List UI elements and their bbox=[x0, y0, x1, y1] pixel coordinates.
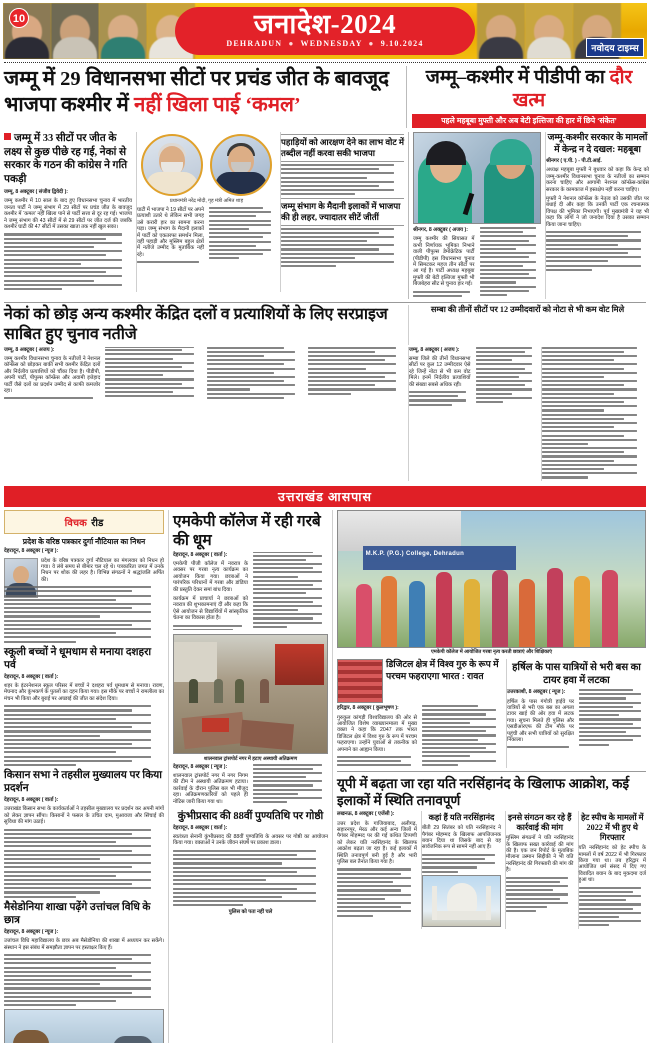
digital-dateline-text: हरिद्वार, 8 अक्टूबर ( कुलभूषण ): bbox=[337, 705, 399, 712]
second-para: जम्मू कश्मीर विधानसभा चुनाव के नतीजों ने नेशनल कॉन्फ्रेंस को छोड़कर बाकी सभी कश्मीर केंद्रित दलों और निर्दलीय प्रत्याशियों को चौंका दिया है। पीडीपी, अपनी पार्टी, पीपुल्स कॉन्फ्रेंस और अवामी इत्तेहाद पार्टी जैसे दलों का प्रदर्शन उम्मीद से काफी कमजोर रहा। bbox=[4, 356, 101, 395]
lead-col-1-body bbox=[4, 189, 132, 290]
second-dateline bbox=[4, 347, 100, 353]
digital-dateline bbox=[337, 705, 417, 711]
yati-col4-body bbox=[579, 845, 647, 926]
uk-story-3-dateline bbox=[4, 929, 164, 935]
masthead-title-box bbox=[175, 7, 475, 55]
uk-story-3-dateline-text: देहरादून, 8 अक्टूबर ( न्यूज ): bbox=[4, 928, 59, 935]
bus-body bbox=[507, 689, 646, 749]
masthead-dot-1: ● bbox=[288, 39, 295, 48]
uk-story-1-dateline bbox=[4, 674, 164, 680]
digital-and-bus-row bbox=[337, 659, 646, 768]
yati-col-4 bbox=[578, 811, 647, 928]
garba-para-2: कार्यक्रम में प्राचार्या ने छात्राओं को नवरात्र की शुभकामनाएं दीं और कहा कि ऐसे आयोजन से विद्यार्थियों में सांस्कृतिक चेतना का विकास होता है। bbox=[173, 596, 248, 622]
mehbooba-sidebar bbox=[545, 132, 649, 299]
lower-col-3 bbox=[332, 510, 646, 1043]
publication-logo: नवोदय टाइम्स bbox=[586, 38, 644, 57]
bus-dateline bbox=[507, 689, 574, 695]
pdp-body bbox=[413, 227, 541, 299]
photo-digital-event bbox=[337, 659, 383, 703]
yati-col-2 bbox=[421, 811, 501, 928]
second-story-columns bbox=[4, 347, 646, 481]
nota-dateline bbox=[409, 347, 471, 353]
yati-col-1 bbox=[337, 811, 417, 928]
yati-columns bbox=[337, 811, 646, 928]
garba-dateline bbox=[173, 552, 248, 558]
vichar-filler bbox=[4, 586, 164, 643]
garba-dateline-text: देहरादून, 8 अक्टूबर ( वार्ता ): bbox=[173, 551, 228, 558]
yati-filler-1 bbox=[337, 868, 417, 916]
masthead-city: DEHRADUN bbox=[226, 39, 283, 48]
garba-photo-caption: एमकेपी कॉलेज में आयोजित गरबा नृत्य करती छात्राएं और शिक्षिकाएं bbox=[430, 649, 553, 656]
lead-col-3-body-a bbox=[281, 164, 404, 195]
yati-para-1: उत्तर प्रदेश के गाजियाबाद, अलीगढ़, सहारनपुर, मेरठ और कई अन्य जिलों में पैगंबर मोहम्मद पर की गई कथित टिप्पणी को लेकर यति नरसिंहानंद के खिलाफ आक्रोश बढ़ता जा रहा है। कई इलाकों में स्थिति तनावपूर्ण बनी हुई है और भारी पुलिस बल तैनात किया गया है। bbox=[337, 820, 417, 866]
lead-col-3-filler-a bbox=[281, 164, 404, 195]
garba-headline: एमकेपी कॉलेज में रही गरबे की धूम bbox=[173, 512, 321, 549]
pdp-dateline bbox=[413, 227, 475, 233]
nota-dateline-text: जम्मू, 8 अक्टूबर ( अजय ): bbox=[409, 346, 460, 353]
uk-story-1-filler bbox=[4, 705, 164, 766]
uk-story-2-dateline bbox=[4, 797, 164, 803]
nota-body bbox=[409, 347, 537, 481]
lead-col-3-filler-b bbox=[281, 228, 404, 268]
uk-story-3-filler bbox=[4, 954, 164, 1006]
lead-headline-block bbox=[4, 66, 402, 128]
yati-filler-4 bbox=[579, 887, 647, 927]
vichar-headline: प्रदेश के वरिष्ठ पत्रकार दुर्गा नौटियाल का निधन bbox=[22, 536, 146, 546]
photo-iltija-mehbooba bbox=[413, 132, 541, 224]
uk-story-2-filler bbox=[4, 829, 164, 898]
masthead-dateline bbox=[175, 39, 475, 48]
lead-col-1-filler bbox=[4, 233, 132, 290]
lead-headline-red: नहीं खिला पाई ‘कमल’ bbox=[133, 94, 301, 116]
masthead-left-photos bbox=[3, 3, 203, 59]
lead-bullet-text: जम्मू में 33 सीटों पर जीत के लक्ष्य से कुछ पीछे रह गई, नेकां से सरकार के गठन की कांग्रेस ने गति पकड़ी bbox=[4, 133, 128, 185]
mehbooba-dateline-text: श्रीनगर ( ए.पी. ) - पी.टी.आई. bbox=[546, 158, 602, 164]
portraits-caption: प्रधानमंत्री नरेंद्र मोदी, गृह मंत्री अमित शाह bbox=[169, 198, 244, 204]
lead-col-1 bbox=[4, 132, 132, 292]
lead-col-2 bbox=[136, 132, 276, 292]
pdp-kicker: पहले महबूबा मुफ्ती और अब बेटी इल्तिजा की हार में छिपे ‘संकेत’ bbox=[412, 114, 646, 128]
vichar-dateline-text: देहरादून, 8 अक्टूबर ( न्यूज ): bbox=[4, 548, 59, 555]
yati-sub-para: बीती 29 सितंबर को यति नरसिंहानंद ने पैगंबर मोहम्मद के खिलाफ आपत्तिजनक बयान दिया था जिसके बाद से वह सार्वजनिक रूप से सामने नहीं आए हैं। bbox=[422, 825, 501, 851]
uk-story-1-headline: स्कूली बच्चों ने धूमधाम से मनाया दशहरा पर्व bbox=[4, 646, 152, 671]
pdp-story-area bbox=[408, 132, 649, 299]
encroachment-dateline-text: देहरादून, 8 अक्टूबर ( न्यूज ): bbox=[173, 763, 228, 770]
vichar-dateline bbox=[4, 548, 164, 554]
second-headline-row bbox=[4, 302, 646, 345]
lead-para-2: घाटी में भाजपा ने 19 सीटों पर अपने प्रत्याशी उतारे थे लेकिन सभी जगह उसे करारी हार का सामना करना पड़ा। जम्मू संभाग के मैदानी इलाकों में पार्टी को एकतरफा समर्थन मिला, वहीं पहाड़ी और मुस्लिम बहुल क्षेत्रों में नतीजे उम्मीद के मुताबिक नहीं रहे। bbox=[137, 207, 205, 258]
garba-para-1: एमकेपी पीजी कॉलेज में नवरात्र के अवसर पर गरबा नृत्य कार्यक्रम का आयोजन किया गया। छात्राओं ने पारंपरिक परिधानों में गरबा और डांडिया की प्रस्तुति देकर समां बांध दिया। bbox=[173, 561, 248, 593]
nota-headline: सम्बा की तीनों सीटों पर 12 उम्मीदवारों को नोटा से भी कम वोट मिले bbox=[430, 304, 625, 314]
leader-portraits bbox=[137, 132, 276, 196]
newspaper-page bbox=[0, 3, 650, 1043]
lead-col-3-body-b bbox=[281, 228, 404, 268]
uk-story-2-body bbox=[4, 797, 164, 898]
yati-filler-3 bbox=[506, 877, 574, 913]
bus-story-block bbox=[506, 659, 646, 768]
uk-story-3-headline: मैसेडोनिया शाखा पढ़ेंगे उत्तांचल विधि के छात्र bbox=[4, 901, 151, 926]
yati-headline: यूपी में बढ़ता जा रहा यति नरसिंहानंद के खिलाफ आक्रोश, कई इलाकों में स्थिति तनावपूर्ण bbox=[337, 776, 630, 808]
lead-col-3 bbox=[280, 132, 404, 292]
portrait-amit-shah bbox=[210, 134, 272, 196]
masthead-banner bbox=[3, 3, 647, 59]
nota-para: सम्बा जिले की तीनों विधानसभा सीटों पर कुल 12 उम्मीदवार ऐसे रहे जिन्हें नोटा से भी कम वोट मिले। इनमें निर्दलीय प्रत्याशियों की संख्या सबसे अधिक रही। bbox=[409, 356, 471, 388]
mehbooba-cont bbox=[541, 347, 645, 481]
mehbooba-para-1: अध्यक्ष महबूबा मुफ्ती ने बुधवार को कहा कि केन्द्र को जम्मू-कश्मीर विधानसभा चुनाव के नतीजों का सम्मान करना चाहिए और आगामी नेशनल कॉन्फ्रेंस-कांग्रेस सरकार के कामकाज में हस्तक्षेप नहीं करना चाहिए। bbox=[546, 167, 649, 193]
vichar-body bbox=[4, 548, 164, 643]
pdp-para-1: जम्मू कश्मीर की सियासत में कभी निर्णायक भूमिका निभाने वाली पीपुल्स डेमोक्रेटिक पार्टी (पीडीपी) इस विधानसभा चुनाव में सिमटकर महज तीन सीटों पर आ गई है। पार्टी अध्यक्ष महबूबा मुफ्ती की बेटी इल्तिजा मुफ्ती भी बिजबेहरा सीट से चुनाव हार गईं। bbox=[413, 236, 475, 288]
masthead-day: WEDNESDAY bbox=[300, 39, 363, 48]
yati-col4-headline: हेट स्पीच के मामलों में 2022 में भी हुए थे गिरफ्तार bbox=[580, 813, 644, 843]
mehbooba-body bbox=[546, 158, 649, 271]
vichar-label-red: विचक bbox=[64, 517, 87, 529]
portrait-modi bbox=[141, 134, 203, 196]
goshthi-caption: पुलिस को पता नहीं चले bbox=[228, 908, 273, 915]
vichar-label-black: रीड bbox=[91, 517, 104, 529]
bullet-square-icon bbox=[4, 133, 11, 140]
lead-col-2-body bbox=[137, 207, 276, 263]
uk-story-1-para: शहर के इंटरनेशनल स्कूल परिसर में बच्चों ने दशहरा पर्व धूमधाम से मनाया। रावण, मेघनाद और कुंभकर्ण के पुतलों का दहन किया गया। इस मौके पर बच्चों ने रामलीला का मंचन भी किया और बुराई पर अच्छाई की जीत का संदेश दिया। bbox=[4, 683, 164, 702]
yati-col-3 bbox=[505, 811, 574, 928]
mehbooba-filler bbox=[546, 231, 649, 271]
vichar-read-box bbox=[4, 510, 164, 534]
pdp-headline-block bbox=[406, 66, 646, 128]
bus-dateline-text: उत्तरकाशी, 8 अक्टूबर ( न्यूज ): bbox=[507, 689, 566, 696]
uk-story-2-headline: किसान सभा ने तहसील मुख्यालय पर किया प्रदर्शन bbox=[4, 770, 162, 795]
pdp-headline bbox=[412, 66, 646, 112]
nota-and-pdp-lower bbox=[408, 347, 646, 481]
yati-filler-2 bbox=[422, 854, 501, 873]
masthead-face-6 bbox=[525, 3, 573, 59]
page-number-badge: 10 bbox=[9, 8, 29, 28]
lead-headline-text: जम्मू में 29 विधानसभा सीटों पर प्रचंड जीत के बावजूद भाजपा कश्मीर में bbox=[4, 68, 390, 116]
yati-col4-para: यति नरसिंहानंद को हेट स्पीच के मामलों में वर्ष 2022 में भी गिरफ्तार किया गया था। तब हरिद्वार में आयोजित धर्म संसद में दिए गए विवादित बयान के बाद मुकदमा दर्ज हुआ था। bbox=[578, 845, 646, 884]
goshthi-dateline bbox=[173, 825, 328, 831]
uk-story-1-body bbox=[4, 674, 164, 766]
lead-dateline bbox=[4, 189, 132, 195]
headline-row bbox=[4, 66, 646, 128]
pdp-col bbox=[413, 132, 541, 299]
uk-story-3-para: उत्तांचल विधि महाविद्यालय के छात्र अब मैसेडोनिया की शाखा में अध्ययन कर सकेंगे। संस्थान ने इस संबंध में समझौता ज्ञापन पर हस्ताक्षर किए हैं। bbox=[4, 938, 164, 951]
pdp-headline-text: जम्मू–कश्मीर में पीडीपी का bbox=[425, 67, 610, 88]
digital-para: गुरुकुल कांगड़ी विश्वविद्यालय की ओर से आयोजित विशेष व्याख्यानमाला में मुख्य वक्ता ने कहा कि 2047 तक भारत डिजिटल क्षेत्र में विश्व गुरु के रूप में परचम फहराएगा। उन्होंने युवाओं से तकनीक को अपनाने का आह्वान किया। bbox=[337, 714, 417, 753]
goshthi-dateline-text: देहरादून, 8 अक्टूबर ( वार्ता ): bbox=[173, 824, 228, 831]
yati-col3-body bbox=[506, 835, 574, 912]
yati-col3-para: मुस्लिम संगठनों ने यति नरसिंहानंद के खिलाफ सख्त कार्रवाई की मांग की है। एक जन रिपोर्ट के मुताबिक मौलाना उस्मान सिद्दीकी ने भी यति नरसिंहानंद की गिरफ्तारी की मांग की है। bbox=[506, 835, 574, 874]
mehbooba-para-2: मुफ्ती ने नेशनल कॉन्फ्रेंस के नेतृत्व को उसकी जीत पर बधाई दी और कहा कि उनकी पार्टी एक रचनात्मक विपक्ष की भूमिका निभाएगी। पूर्व मुख्यमंत्री ने यह भी कहा कि लोगों ने जो जनादेश दिया है उसका सम्मान किया जाना चाहिए। bbox=[546, 196, 649, 228]
uk-story-2-para: उत्तराखंड किसान सभा के कार्यकर्ताओं ने तहसील मुख्यालय पर प्रदर्शन कर अपनी मांगों को लेकर ज्ञापन सौंपा। किसानों ने फसल के उचित दाम, मुआवजा और सिंचाई की सुविधा की मांग उठाई। bbox=[4, 806, 164, 826]
masthead-dot-2: ● bbox=[368, 39, 375, 48]
encroachment-caption: शालनवाल ट्रांसपोर्ट नगर में हटाए अस्थायी अतिक्रमण bbox=[203, 755, 298, 762]
digital-headline: डिजिटल क्षेत्र में विश्व गुरु के रूप में परचम फहराएगा भारत : रावत bbox=[386, 659, 499, 681]
bus-headline: हर्षिल के पास यात्रियों से भरी बस का टायर हवा में लटका bbox=[512, 662, 641, 686]
encroachment-body bbox=[173, 764, 328, 807]
goshthi-para: स्वतंत्रता सेनानी कुंभीप्रसाद की 88वीं पुण्यतिथि के अवसर पर गोष्ठी का आयोजन किया गया। वक्ताओं ने उनके जीवन संघर्ष पर प्रकाश डाला। bbox=[173, 834, 328, 847]
mehbooba-headline: जम्मू-कश्मीर सरकार के मामलों में केन्द्र न दे दखल: महबूबा bbox=[547, 132, 648, 154]
lead-subhead-2: जम्मू संभाग के मैदानी इलाकों में भाजपा की ही लहर, ज्यादातर सीटें जीतीं bbox=[281, 198, 404, 226]
uk-story-1-dateline-text: देहरादून, 8 अक्टूबर ( वार्ता ): bbox=[4, 673, 59, 680]
goshthi-body bbox=[173, 825, 328, 915]
uk-story-3-body bbox=[4, 929, 164, 1007]
goshthi-headline: कुंभीप्रसाद की 88वीं पुण्यतिथि पर गोष्ठी bbox=[177, 810, 324, 822]
lead-bullet bbox=[4, 132, 132, 186]
top-story-area bbox=[4, 132, 649, 299]
lead-para-1: जम्मू कश्मीर में 10 साल के बाद हुए विधानसभा चुनाव में भारतीय जनता पार्टी ने जम्मू संभाग में 29 सीटों पर प्रचंड जीत के बावजूद कश्मीर में ‘कमल’ नहीं खिला पाने से पार्टी सत्ता से दूर रह गई। भाजपा ने जम्मू संभाग की 43 सीटों में से 29 सीटों पर जीत दर्ज की जबकि कश्मीर घाटी की 47 सीटों में उसका खाता तक नहीं खुल सका। bbox=[4, 198, 132, 231]
lead-headline bbox=[4, 66, 402, 118]
bus-para: हर्षिल के पास गंगोत्री हाईवे पर यात्रियों से भरी एक बस का अगला टायर खाई की ओर हवा में लटक गया। सूचना मिलते ही पुलिस और एसडीआरएफ की टीम मौके पर पहुंची और सभी यात्रियों को सुरक्षित निकाला। bbox=[507, 698, 574, 743]
lead-story-columns bbox=[4, 132, 404, 299]
masthead-title: जनादेश-2024 bbox=[253, 9, 397, 39]
encroachment-filler bbox=[253, 764, 328, 804]
photo-garba-college bbox=[337, 510, 646, 648]
section-bar-uttarakhand: उत्तराखंड आसपास bbox=[4, 486, 646, 507]
yati-story-block bbox=[337, 771, 646, 928]
digital-body bbox=[337, 705, 502, 768]
mehbooba-dateline bbox=[546, 158, 649, 164]
second-story-body bbox=[4, 347, 404, 481]
lower-section bbox=[4, 510, 646, 1043]
lead-dateline-text: जम्मू, 8 अक्टूबर ( संजीव द्विवेदी ): bbox=[4, 189, 69, 195]
yati-col3-headline: इनसे संगठन कर रहे हैं कार्रवाई की मांग bbox=[508, 813, 572, 833]
vichar-para: प्रदेश के वरिष्ठ पत्रकार दुर्गा नौटियाल का मंगलवार को निधन हो गया। वे लंबे समय से बीमार चल रहे थे। पत्रकारिता जगत में उनके निधन पर शोक की लहर है। विभिन्न संगठनों ने श्रद्धांजलि अर्पित की। bbox=[41, 557, 164, 583]
pdp-dateline-text: श्रीनगर, 8 अक्टूबर ( अजय ): bbox=[413, 227, 468, 233]
masthead-face-3 bbox=[99, 3, 147, 59]
yati-sub-body bbox=[422, 825, 501, 872]
photo-encroachment bbox=[173, 634, 328, 754]
lower-col-2 bbox=[168, 510, 328, 1043]
yati-dateline-text: लखनऊ, 8 अक्टूबर ( एजेंसी ): bbox=[337, 811, 395, 818]
mehbooba-cont-filler bbox=[542, 347, 645, 479]
goshthi-filler bbox=[173, 850, 328, 907]
photo-bottom-left bbox=[4, 1009, 164, 1043]
masthead-date: 9.10.2024 bbox=[380, 39, 424, 48]
photo-taj-mahal bbox=[422, 875, 501, 927]
yati-dateline bbox=[337, 811, 417, 817]
lower-col-1 bbox=[4, 510, 164, 1043]
second-headline-block bbox=[4, 305, 404, 345]
digital-story-block bbox=[337, 659, 502, 768]
encroachment-para: शालनवाल ट्रांसपोर्ट नगर में नगर निगम की टीम ने अस्थायी अतिक्रमण हटाया। कार्रवाई के दौरान पुलिस बल भी मौजूद रहा। अतिक्रमणकारियों को पहले ही नोटिस जारी किया गया था। bbox=[173, 772, 248, 805]
uk-story-2-dateline-text: देहरादून, 8 अक्टूबर ( वार्ता ): bbox=[4, 797, 59, 804]
pdp-headline-red: दौर खत्म bbox=[512, 67, 633, 111]
garba-photo-banner: M.K.P. (P.G.) College, Dehradun bbox=[365, 551, 465, 558]
masthead-divider bbox=[4, 62, 646, 63]
nota-headline-block bbox=[408, 305, 646, 345]
encroachment-dateline bbox=[173, 764, 248, 770]
second-dateline-text: जम्मू, 8 अक्टूबर ( अजय ): bbox=[4, 346, 55, 353]
lead-subhead-1: पहाड़ियों को आरक्षण देने का लाभ वोट में तब्दील नहीं करवा सकी भाजपा bbox=[281, 134, 404, 162]
masthead-face-2 bbox=[51, 3, 99, 59]
yati-sub-headline: कहां हैं यति नरसिंहानंद bbox=[428, 813, 495, 823]
masthead-face-5 bbox=[477, 3, 525, 59]
second-headline: नेकां को छोड़ अन्य कश्मीर केंद्रित दलों व प्रत्याशियों के लिए सरप्राइज साबित हुए चुनाव नतीजे bbox=[4, 305, 388, 343]
garba-body bbox=[173, 552, 328, 630]
